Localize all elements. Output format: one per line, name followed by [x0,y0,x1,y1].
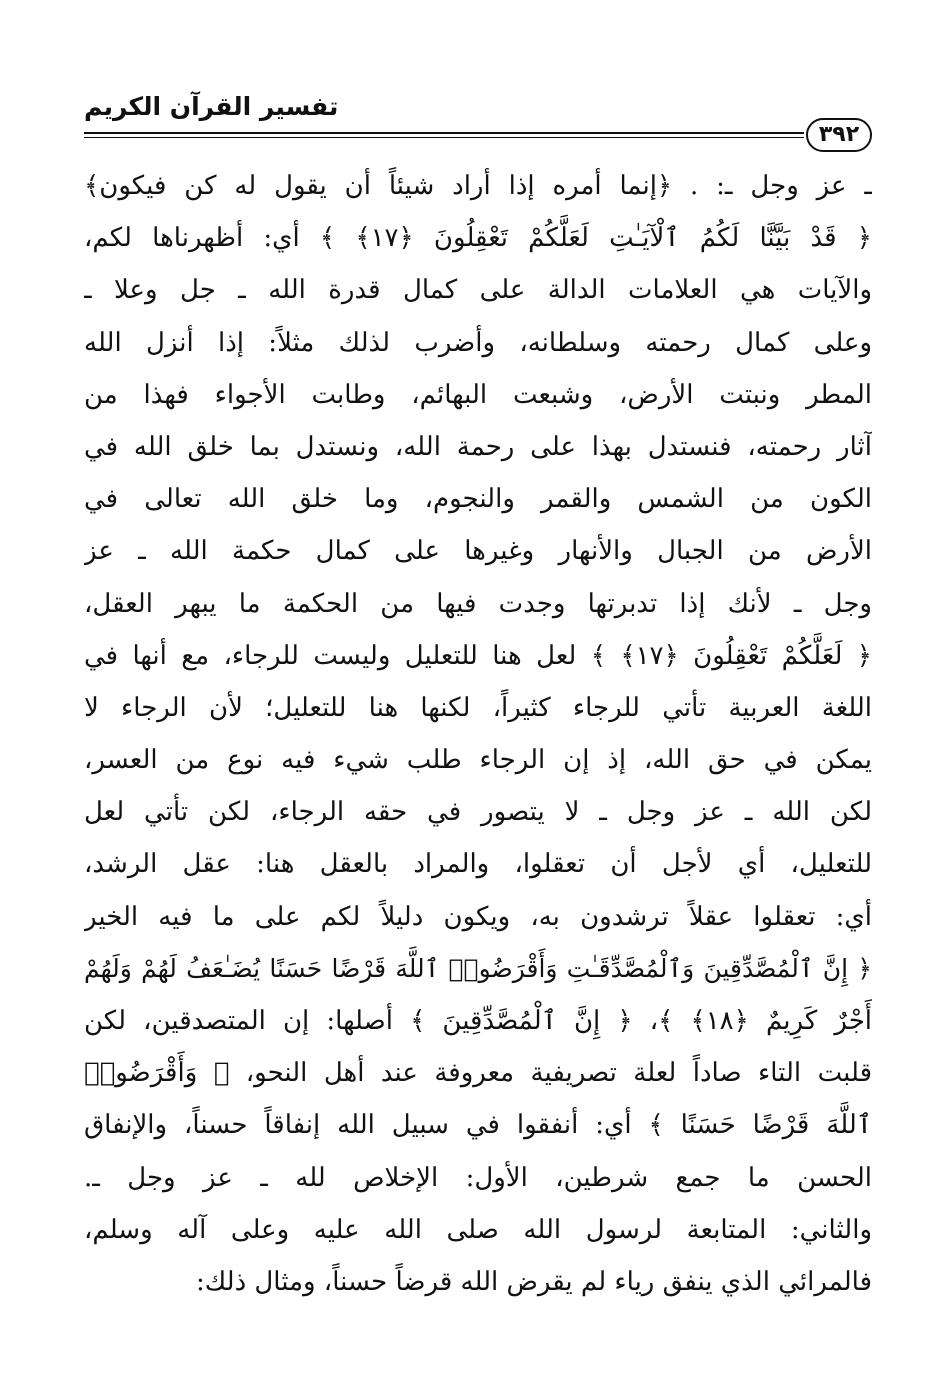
text-line: ﴿ إِنَّ ٱلْمُصَّدِّقِينَ وَٱلْمُصَّدِّقَـٰتِ وَأَقْرَضُوا۟ ٱللَّهَ قَرْضًا حَسَنًا يُضَـٰعَفُ لَهُمْ وَلَهُمْ [84,953,872,983]
text-line: الأرض من الجبال والأنهار وغيرها على كمال حكمة الله ـ عز [84,536,872,567]
header-rule [84,132,804,134]
body-text [84,160,872,1308]
text-line: الحسن ما جمع شرطين، الأول: الإخلاص لله ـ عز وجل ـ. [84,1162,872,1193]
text-line: لكن الله ـ عز وجل ـ لا يتصور في حقه الرجاء، لكن تأتي لعل [84,797,872,828]
text-line: الكون من الشمس والقمر والنجوم، وما خلق الله تعالى في [84,484,872,515]
running-header-title: تفسير القرآن الكريم [84,92,339,121]
text-line: أَجْرٌ كَرِيمٌ ﴿١٨﴾ ﴾، ﴿ إِنَّ ٱلْمُصَّدِّقِينَ ﴾ أصلها: إن المتصدقين، لكن [84,1006,872,1036]
text-line: ﴿ قَدْ بَيَّنَّا لَكُمُ ٱلْآيَـٰتِ لَعَلَّكُمْ تَعْقِلُونَ ﴿١٧﴾ ﴾ أي: أظهرناها لكم، [84,223,872,254]
text-line: والآيات هي العلامات الدالة على كمال قدرة الله ـ جل وعلا ـ [84,275,872,306]
text-line: المطر ونبتت الأرض، وشبعت البهائم، وطابت الأجواء فهذا من [84,379,872,410]
text-line: آثار رحمته، فنستدل بهذا على رحمة الله، ونستدل بما خلق الله في [84,431,872,462]
text-line: والثاني: المتابعة لرسول الله صلى الله عليه وعلى آله وسلم، [84,1214,872,1245]
text-line: وعلى كمال رحمته وسلطانه، وأضرب لذلك مثلاً: إذا أنزل الله [84,327,872,358]
text-line: فالمرائي الذي ينفق رياء لم يقرض الله قرضاً حسناً، ومثال ذلك: [195,1266,872,1297]
text-line: اللغة العربية تأتي للرجاء كثيراً، لكنها هنا للتعليل؛ لأن الرجاء لا [84,692,872,723]
text-line: أي: تعقلوا عقلاً ترشدون به، ويكون دليلاً لكم على ما فيه الخير [84,901,872,932]
header-rule-thin [84,137,804,138]
text-line: قلبت التاء صاداً لعلة تصريفية معروفة عند أهل النحو، ﴿ وَأَقْرَضُوا۟ [84,1058,872,1089]
page-number: ٣٩٢ [806,118,872,152]
text-line: وجل ـ لأنك إذا تدبرتها وجدت فيها من الحكمة ما يبهر العقل، [84,588,872,619]
text-line: للتعليل، أي لأجل أن تعقلوا، والمراد بالعقل هنا: عقل الرشد، [84,849,872,880]
text-line: يمكن في حق الله، إذ إن الرجاء طلب شيء فيه نوع من العسر، [84,745,872,776]
text-line: ﴿ لَعَلَّكُمْ تَعْقِلُونَ ﴿١٧﴾ ﴾ لعل هنا للتعليل وليست للرجاء، مع أنها في [84,640,872,671]
text-line: ٱللَّهَ قَرْضًا حَسَنًا ﴾ أي: أنفقوا في سبيل الله إنفاقاً حسناً، والإنفاق [84,1110,872,1141]
text-line: ـ عز وجل ـ: . ﴿إنما أمره إذا أراد شيئاً أن يقول له كن فيكون﴾ [84,171,872,201]
